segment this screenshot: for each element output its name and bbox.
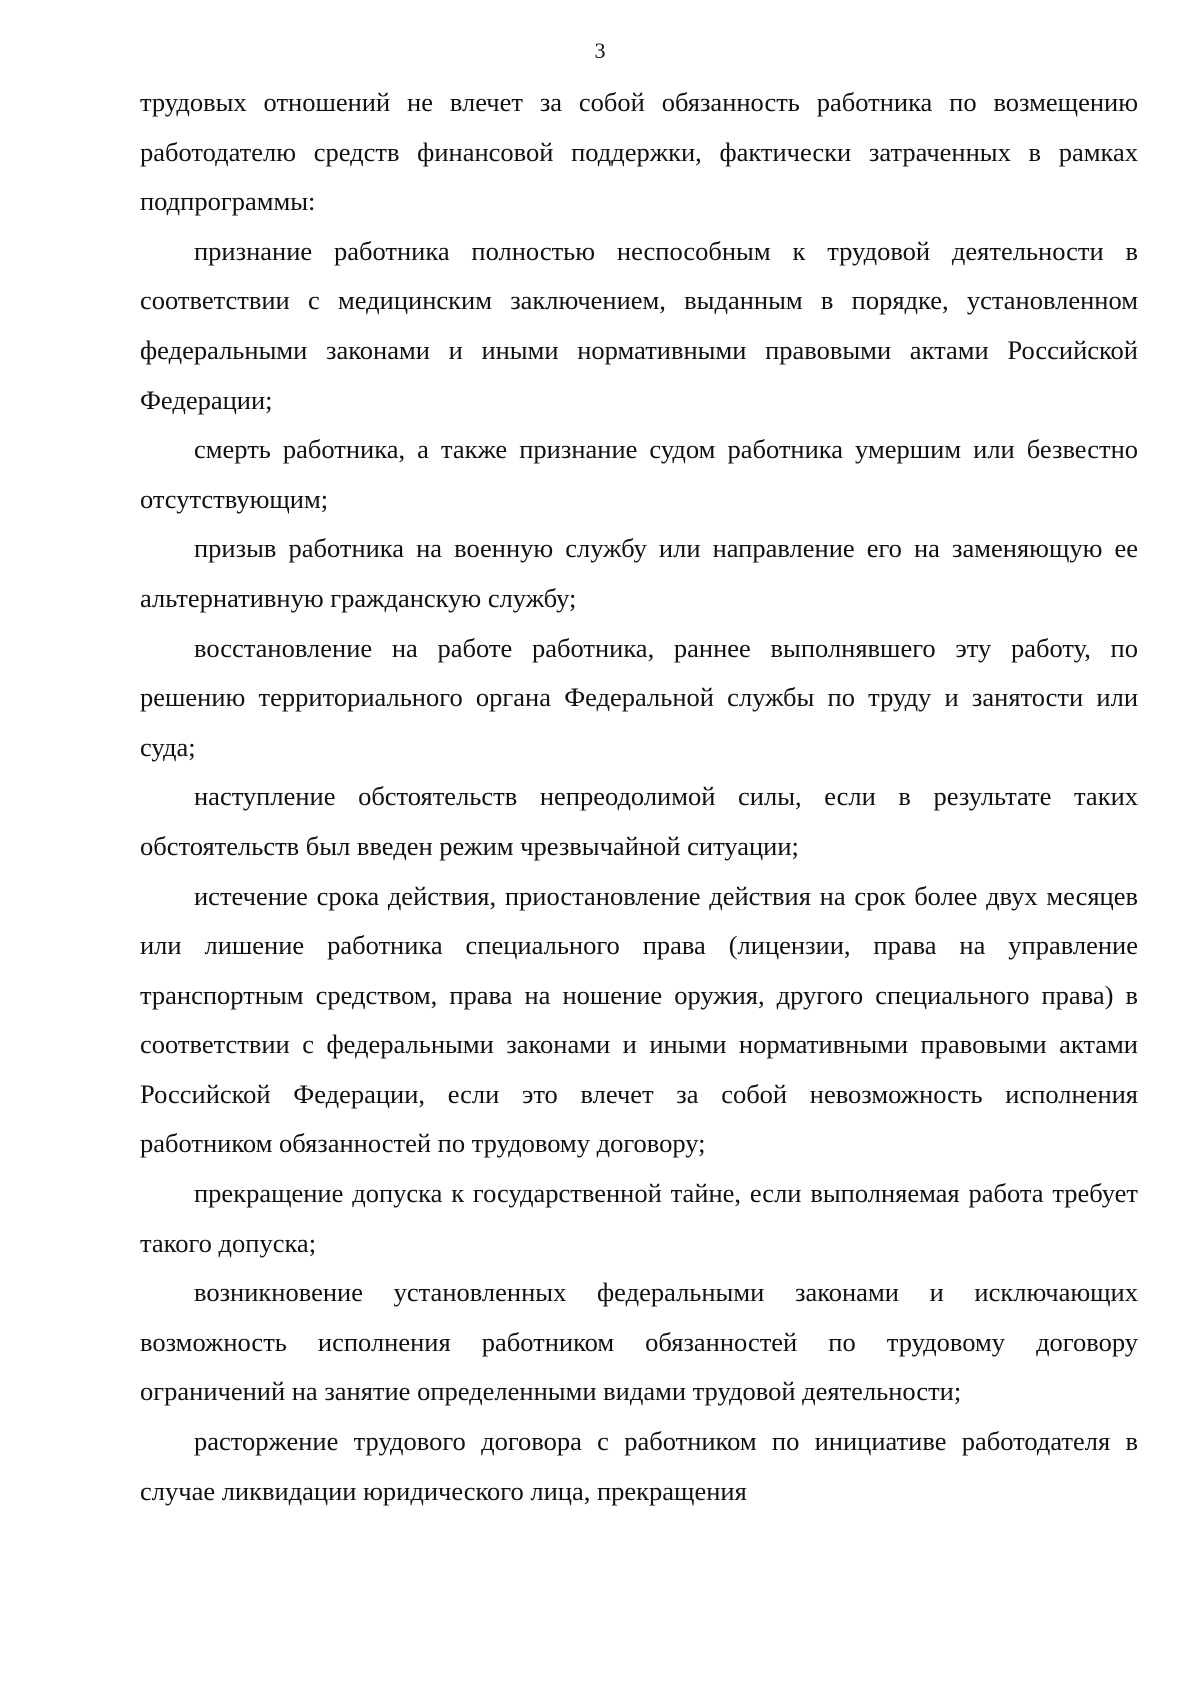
paragraph-force-majeure: наступление обстоятельств непреодолимой силы, если в результате таких обстоятельств был введен режим чрезвычайной ситуации; — [140, 781, 1138, 861]
paragraph-continuation: трудовых отношений не влечет за собой обязанность работника по возмещению работодателю средств финансовой поддержки, фактически затраченных в рамках подпрограммы: — [140, 87, 1138, 217]
page-number: 3 — [594, 38, 606, 63]
paragraph-special-right: истечение срока действия, приостановление действия на срок более двух месяцев или лишение работника специального права (лицензии, права на управление транспортным средством, права на ношение оружия, другого специального права) в соответствии с федеральными законами и иными нормативными правовыми актами Российской Федерации, если это влечет за собой невозможность исполнения работником обязанностей по трудовому договору; — [140, 880, 1138, 1159]
paragraph-military-service: призыв работника на военную службу или направление его на заменяющую ее альтернативную гражданскую службу; — [140, 533, 1138, 613]
paragraph-restrictions: возникновение установленных федеральными законами и исключающих возможность исполнения работником обязанностей по трудовому договору ограничений на занятие определенными видами трудовой деятельности; — [140, 1277, 1138, 1407]
paragraph-incapacity: признание работника полностью неспособным к трудовой деятельности в соответствии с медицинским заключением, выданным в порядке, установленном федеральными законами и иными нормативными правовыми актами Российской Федерации; — [140, 235, 1138, 415]
paragraph-reinstatement: восстановление на работе работника, раннее выполнявшего эту работу, по решению территориального органа Федеральной службы по труду и занятости или суда; — [140, 632, 1138, 762]
paragraph-state-secret: прекращение допуска к государственной тайне, если выполняемая работа требует такого допуска; — [140, 1178, 1138, 1258]
document-body — [140, 78, 1138, 1516]
paragraph-death: смерть работника, а также признание судом работника умершим или безвестно отсутствующим; — [140, 434, 1138, 514]
paragraph-termination: расторжение трудового договора с работником по инициативе работодателя в случае ликвидации юридического лица, прекращения — [140, 1426, 1138, 1506]
